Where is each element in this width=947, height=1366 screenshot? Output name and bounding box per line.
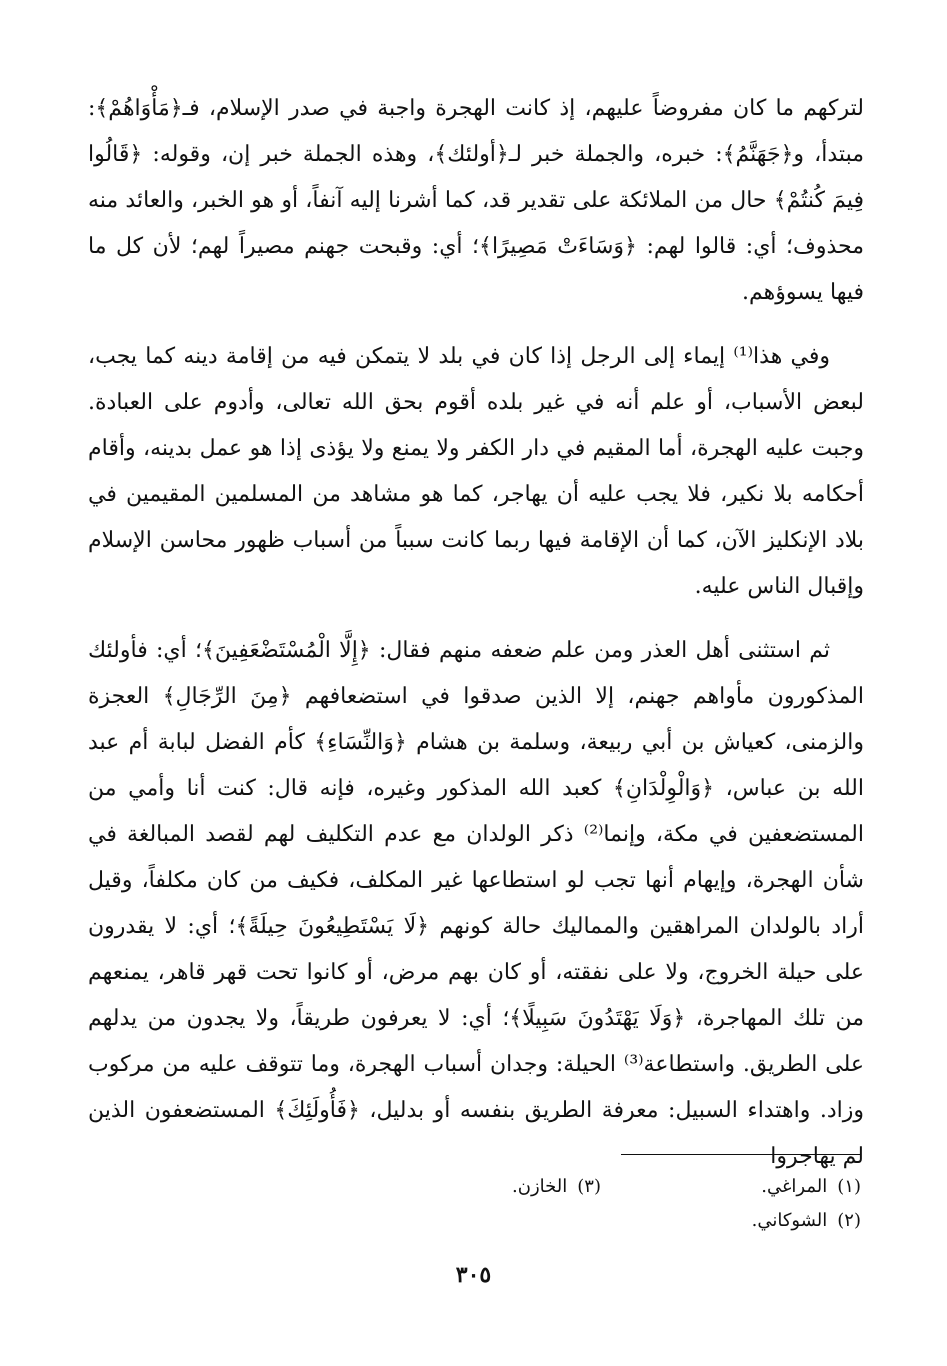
footnote-row-1 [341,1170,861,1204]
page-number: ٣٠٥ [455,1262,492,1288]
footnote-1 [601,1170,861,1204]
footnote-3-number: (٣) [577,1176,601,1197]
footnote-2 [601,1204,861,1238]
footnote-3 [341,1170,601,1204]
footnote-separator [621,1154,861,1155]
paragraph-2: وفي هذا⁽¹⁾ إيماء إلى الرجل إذا كان في بلد لا يتمكن فيه من إقامة دينه كما يجب، لبعض الأسباب، أو علم أنه في غير بلده أقوم بحق الله تعالى، وأدوم على العبادة. وجبت عليه الهجرة، أما المقيم في دار الكفر ولا يمنع ولا يؤذى إذا هو عمل بدينه، وأقام أحكامه بلا نكير، فلا يجب عليه أن يهاجر، كما هو مشاهد من المسلمين المقيمين في بلاد الإنكليز الآن، كما أن الإقامة فيها ربما كانت سبباً من أسباب ظهور محاسن الإسلام وإقبال الناس عليه. [88,344,864,599]
paragraph-3: ثم استثنى أهل العذر ومن علم ضعفه منهم فقال: ﴿إِلَّا الْمُسْتَضْعَفِينَ﴾؛ أي: فأولئك المذكورون مأواهم جهنم، إلا الذين صدقوا في استضعافهم ﴿مِنَ الرِّجَالِ﴾ العجزة والزمنى، كعياش بن أبي ربيعة، وسلمة بن هشام ﴿وَالنِّسَاءِ﴾ كأم الفضل لبابة أم عبد الله بن عباس، ﴿وَالْوِلْدَانِ﴾ كعبد الله المذكور وغيره، فإنه قال: كنت أنا وأمي من المستضعفين في مكة، وإنما⁽²⁾ ذكر الولدان مع عدم التكليف لهم لقصد المبالغة في شأن الهجرة، وإيهام أنها تجب لو استطاعها غير المكلف، فكيف من كان مكلفاً، وقيل أراد بالولدان المراهقين والمماليك حالة كونهم ﴿لَا يَسْتَطِيعُونَ حِيلَةً﴾؛ أي: لا يقدرون على حيلة الخروج، ولا على نفقته، أو كان بهم مرض، أو كانوا تحت قهر قاهر، يمنعهم من تلك المهاجرة، ﴿وَلَا يَهْتَدُونَ سَبِيلًا﴾؛ أي: لا يعرفون طريقاً، ولا يجدون من يدلهم على الطريق. واستطاعة⁽³⁾ الحيلة: وجدان أسباب الهجرة، وما تتوقف عليه من مركوب وزاد. واهتداء السبيل: معرفة الطريق بنفسه أو بدليل، ﴿فَأُولَئِكَ﴾ المستضعفون الذين لم يهاجروا [88,638,864,1169]
page-body [88,86,864,1180]
paragraph-1: لتركهم ما كان مفروضاً عليهم، إذ كانت الهجرة واجبة في صدر الإسلام، فـ﴿مَأْوَاهُمْ﴾: مبتدأ، و﴿جَهَنَّمُ﴾: خبره، والجملة خبر لـ﴿أولئك﴾، وهذه الجملة خبر إن، وقوله: ﴿قَالُوا فِيمَ كُنتُمْ﴾ حال من الملائكة على تقدير قد، كما أشرنا إليه آنفاً، أو هو الخبر، والعائد منه محذوف؛ أي: قالوا لهم: ﴿وَسَاءَتْ مَصِيرًا﴾؛ أي: وقبحت جهنم مصيراً لهم؛ لأن كل ما فيها يسوؤهم. [88,96,864,305]
footnote-2-number: (٢) [837,1210,861,1231]
footnotes [341,1170,861,1238]
footnote-2-text: الشوكاني. [751,1210,828,1231]
footnote-3-text: الخازن. [512,1176,568,1197]
footnote-row-2 [341,1204,861,1238]
footnote-1-number: (١) [837,1176,861,1197]
footnote-1-text: المراغي. [761,1176,828,1197]
